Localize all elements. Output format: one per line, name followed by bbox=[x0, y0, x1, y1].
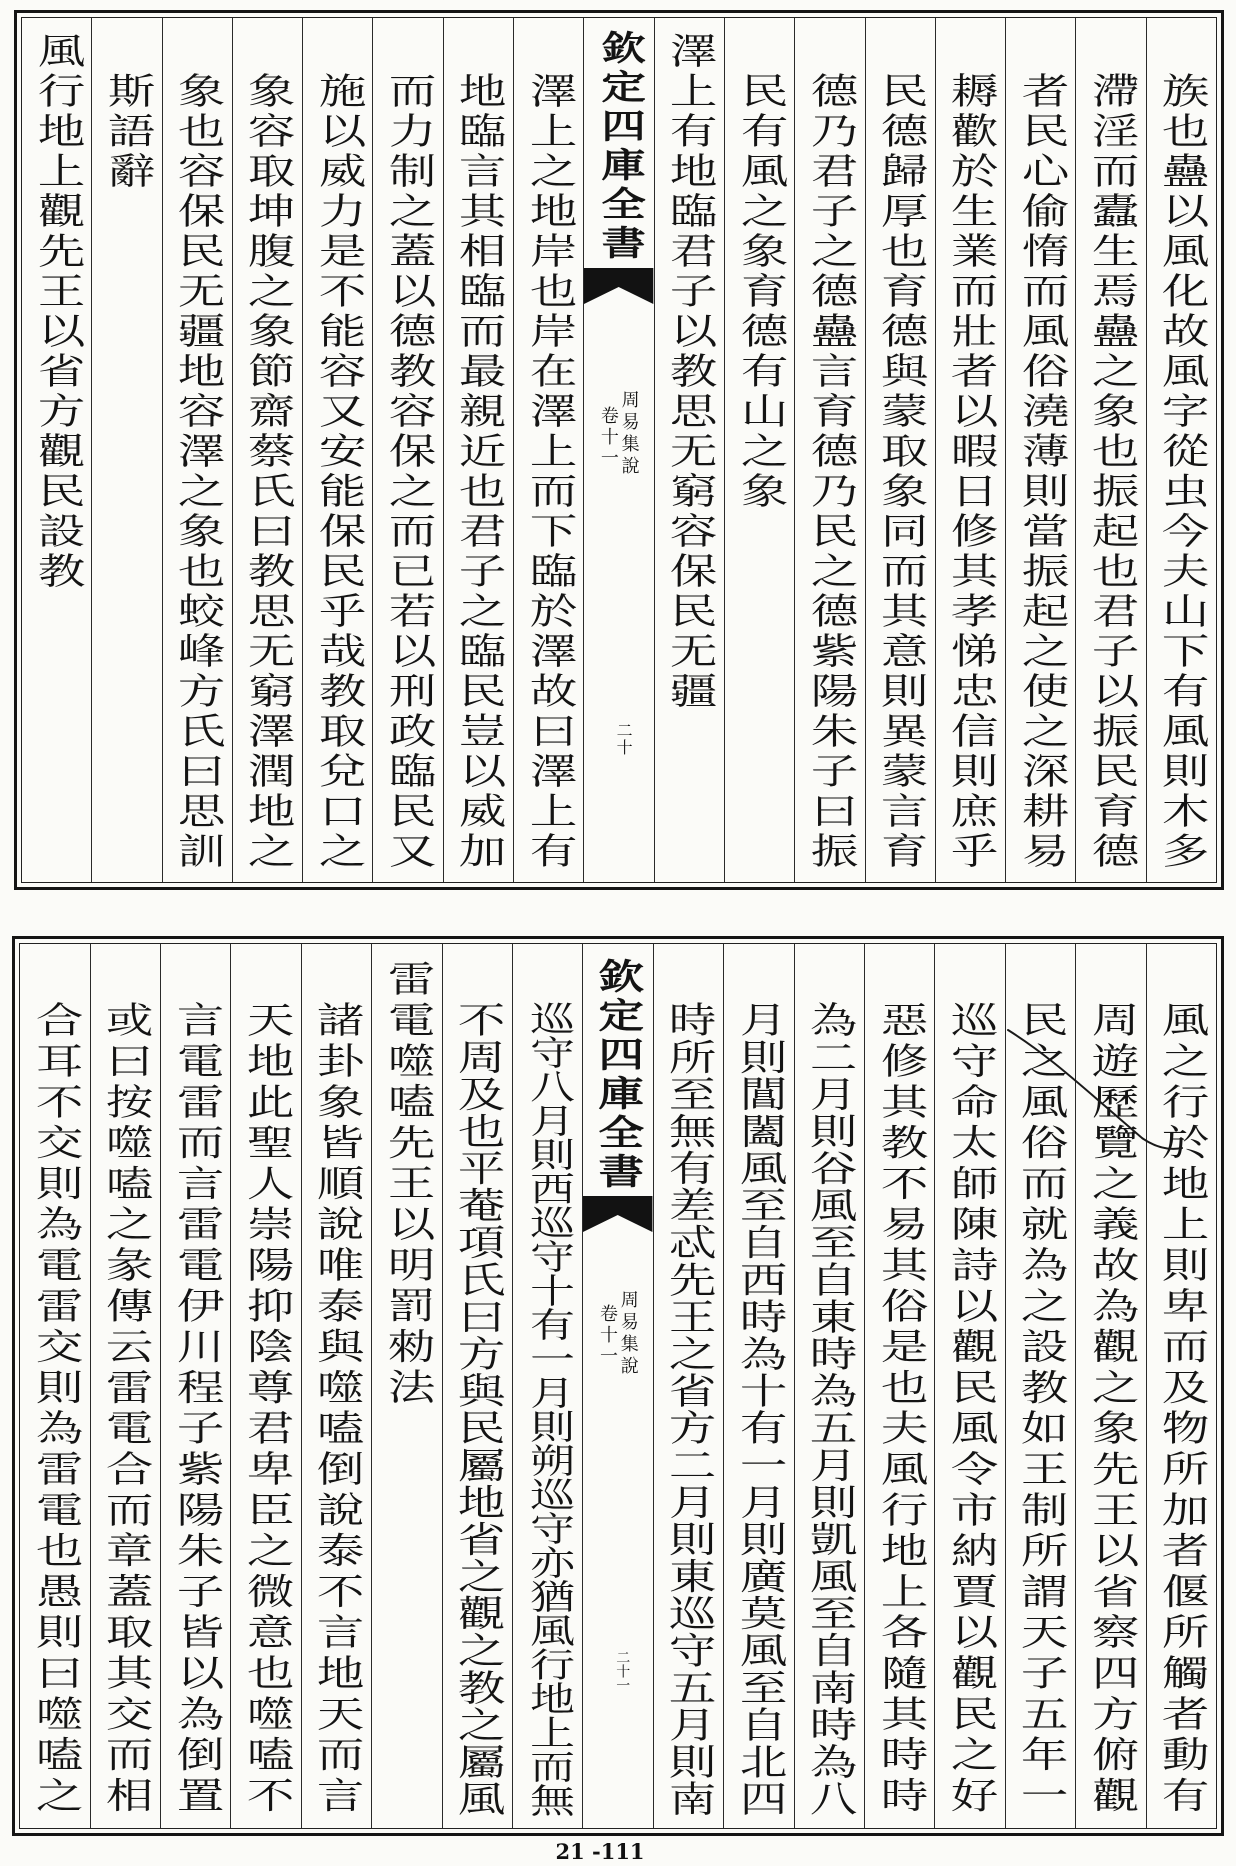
commentary-text: 或曰按噬嗑之彖傳云雷電合而章蓋取其交而相 bbox=[98, 1001, 153, 1817]
leaf-number: 二十 bbox=[614, 722, 634, 756]
commentary-column bbox=[512, 944, 582, 1828]
commentary-text: 象容取坤腹之象節齋蔡氏曰教思无窮澤潤地之 bbox=[241, 72, 296, 872]
commentary-column bbox=[794, 18, 864, 882]
commentary-column bbox=[20, 944, 89, 1828]
main-text-column bbox=[22, 18, 91, 882]
series-title: 欽定四庫全書 bbox=[592, 30, 645, 264]
commentary-column bbox=[443, 18, 513, 882]
commentary-column bbox=[1075, 18, 1145, 882]
commentary-column bbox=[794, 944, 864, 1828]
juan-number: 卷十一 bbox=[597, 406, 619, 469]
banxin-center-column bbox=[583, 18, 653, 882]
commentary-column bbox=[864, 944, 934, 1828]
commentary-column bbox=[1146, 944, 1216, 1828]
commentary-text: 民之風俗而就為之設教如王制所謂天子五年一 bbox=[1014, 1001, 1069, 1817]
juan-number: 卷十一 bbox=[596, 1304, 618, 1367]
main-text: 雷電噬嗑先王以明罰勑法 bbox=[380, 960, 435, 1409]
commentary-text: 天地此聖人崇陽抑陰尊君卑臣之微意也噬嗑不 bbox=[239, 1001, 294, 1817]
commentary-text: 象也容保民无疆地容澤之象也蛟峰方氏曰思訓 bbox=[170, 72, 225, 872]
commentary-column bbox=[1075, 944, 1145, 1828]
page-reference-label: 21 -111 bbox=[555, 1839, 645, 1864]
commentary-column bbox=[934, 944, 1004, 1828]
commentary-column bbox=[723, 944, 793, 1828]
series-title: 欽定四庫全書 bbox=[591, 958, 645, 1192]
book-title: 周易集說 bbox=[618, 390, 640, 478]
commentary-text: 為二月則谷風至自東時為五月則凱風至自南時為八 bbox=[802, 1001, 857, 1817]
commentary-text: 惡修其教不易其俗是也夫風行地上各隨其時時 bbox=[873, 1001, 928, 1817]
fish-tail-ornament bbox=[583, 1196, 652, 1232]
commentary-column bbox=[302, 18, 372, 882]
commentary-text: 德乃君子之德蠱言育德乃民之德紫陽朱子曰振 bbox=[803, 72, 858, 872]
commentary-column bbox=[230, 944, 300, 1828]
commentary-text: 斯語辭 bbox=[100, 72, 155, 192]
commentary-column bbox=[160, 944, 230, 1828]
commentary-column bbox=[162, 18, 232, 882]
commentary-column bbox=[372, 18, 442, 882]
book-title: 周易集說 bbox=[617, 1290, 639, 1378]
commentary-column bbox=[513, 18, 583, 882]
fish-tail-shape bbox=[583, 1196, 652, 1232]
commentary-column bbox=[1146, 18, 1216, 882]
commentary-text: 諸卦象皆順說唯泰與噬嗑倒說泰不言地天而言 bbox=[310, 1001, 365, 1817]
main-text: 澤上有地臨君子以教思无窮容保民无疆 bbox=[662, 32, 717, 712]
leaf-number: 二十一 bbox=[614, 1650, 631, 1692]
commentary-text: 周遊歷覽之義故為觀之象先王以省察四方俯觀 bbox=[1084, 1001, 1139, 1817]
commentary-text: 而力制之蓋以德教容保之而已若以刑政臨民又 bbox=[381, 72, 436, 872]
commentary-column bbox=[1005, 18, 1075, 882]
fish-tail-ornament bbox=[584, 268, 653, 304]
banxin-center-column bbox=[582, 944, 652, 1828]
commentary-text: 地臨言其相臨而最親近也君子之臨民豈以威加 bbox=[451, 72, 507, 872]
commentary-column bbox=[301, 944, 371, 1828]
commentary-column bbox=[91, 18, 161, 882]
commentary-text: 民有風之象育德有山之象 bbox=[733, 72, 788, 512]
main-text-column bbox=[371, 944, 441, 1828]
commentary-text: 言電雷而言雷電伊川程子紫陽朱子皆以為倒置 bbox=[169, 1001, 224, 1817]
main-text-column bbox=[654, 18, 724, 882]
fish-tail-shape bbox=[584, 268, 653, 304]
commentary-column bbox=[935, 18, 1005, 882]
commentary-text: 月則閶闔風至自西時為十有一月則廣莫風至自北四 bbox=[732, 1001, 787, 1817]
commentary-text: 合耳不交則為電雷交則為雷電也愚則曰噬嗑之 bbox=[28, 1001, 83, 1817]
commentary-column bbox=[90, 944, 160, 1828]
commentary-text: 者民心偷惰而風俗澆薄則當振起之使之深耕易 bbox=[1014, 72, 1069, 872]
lower-leaf-column-grid bbox=[19, 943, 1217, 1829]
commentary-column bbox=[442, 944, 512, 1828]
commentary-text: 巡守八月則西巡守十有一月則朔巡守亦猶風行地上而無 bbox=[521, 1001, 575, 1817]
commentary-text: 民德歸厚也育德與蒙取象同而其意則異蒙言育 bbox=[873, 72, 928, 872]
commentary-text: 耨歡於生業而壯者以暇日修其孝悌忠信則庶乎 bbox=[944, 72, 999, 872]
commentary-column bbox=[1005, 944, 1075, 1828]
main-text: 風行地上觀先王以省方觀民設教 bbox=[30, 32, 85, 592]
commentary-text: 族也蠱以風化故風字從虫今夫山下有風則木多 bbox=[1154, 72, 1210, 872]
lower-leaf-frame bbox=[12, 936, 1224, 1836]
commentary-column bbox=[232, 18, 302, 882]
commentary-text: 不周及也平菴項氏曰方與民屬地省之觀之教之屬風 bbox=[450, 1001, 505, 1817]
commentary-column bbox=[653, 944, 723, 1828]
commentary-column bbox=[865, 18, 935, 882]
commentary-text: 滯淫而蠹生焉蠱之象也振起也君子以振民育德 bbox=[1084, 72, 1139, 872]
commentary-column bbox=[724, 18, 794, 882]
commentary-text: 時所至無有差忒先王之省方二月則東巡守五月則南 bbox=[662, 1001, 717, 1817]
upper-leaf-frame bbox=[14, 10, 1224, 890]
commentary-text: 風之行於地上則卑而及物所加者偃所觸者動有 bbox=[1154, 1001, 1210, 1817]
commentary-text: 巡守命太師陳詩以觀民風令市納賈以觀民之好 bbox=[943, 1001, 998, 1817]
upper-leaf-column-grid bbox=[21, 17, 1217, 883]
commentary-text: 澤上之地岸也岸在澤上而下臨於澤故曰澤上有 bbox=[522, 72, 577, 872]
commentary-text: 施以威力是不能容又安能保民乎哉教取兌口之 bbox=[311, 72, 366, 872]
